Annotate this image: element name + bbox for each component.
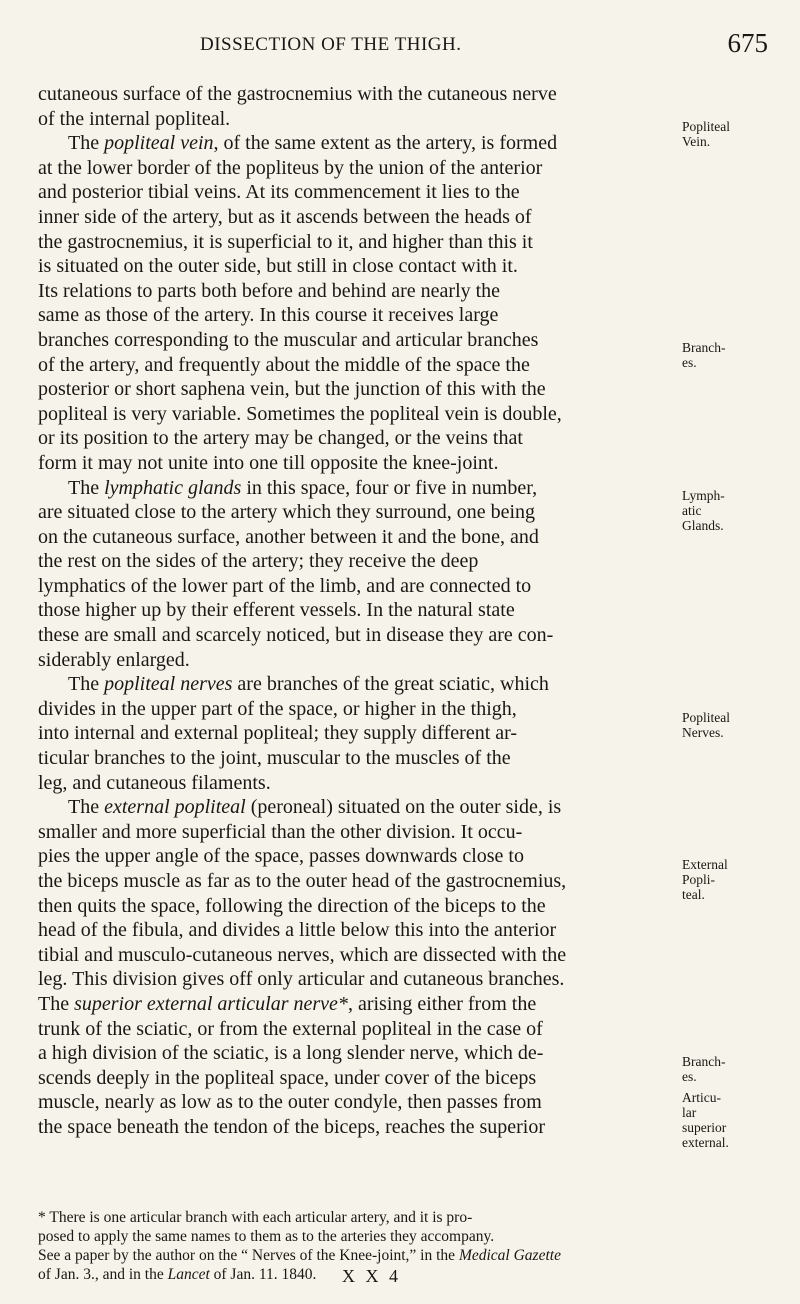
text-line: The superior external articular nerve*, arising either from the [38, 992, 537, 1015]
text-line: lymphatics of the lower part of the limb, and are connected to [38, 574, 532, 597]
text-line: same as those of the artery. In this course it receives large [38, 304, 499, 327]
page-number: 675 [727, 28, 768, 58]
text-line: The popliteal vein, of the same extent as the artery, is formed [68, 132, 558, 155]
text-line: the gastrocnemius, it is superficial to it, and higher than this it [38, 230, 533, 253]
margin-note-popliteal-nerves: Popliteal Nerves. [682, 710, 730, 740]
term-lymphatic-glands: lymphatic glands [104, 476, 242, 499]
term-popliteal-nerves: popliteal nerves [104, 673, 233, 696]
text-line: tibial and musculo-cutaneous nerves, which are dissected with the [38, 943, 567, 966]
text-line: smaller and more superficial than the other division. It occu- [38, 820, 523, 843]
signature-mark: X X 4 [342, 1266, 401, 1286]
footnote-line: See a paper by the author on the “ Nerves of the Knee-joint,” in the Medical Gazette [38, 1247, 561, 1264]
text-line: these are small and scarcely noticed, but in disease they are con- [38, 624, 554, 647]
text-line: leg, and cutaneous filaments. [38, 771, 271, 794]
text-line: those higher up by their efferent vessels. In the natural state [38, 599, 515, 622]
footnote [38, 1208, 768, 1284]
margin-note-articular: Articu- lar superior external. [682, 1090, 729, 1150]
text-line: into internal and external popliteal; they supply different ar- [38, 722, 518, 745]
text-line: scends deeply in the popliteal space, under cover of the biceps [38, 1066, 537, 1089]
margin-note-branches-2: Branch- es. [682, 1054, 726, 1084]
margin-note-branches: Branch- es. [682, 340, 726, 370]
text-line: is situated on the outer side, but still in close contact with it. [38, 255, 518, 278]
text-line: the biceps muscle as far as to the outer head of the gastrocnemius, [38, 870, 567, 892]
text-line: branches corresponding to the muscular and articular branches [38, 328, 539, 351]
text-line: leg. This division gives off only articular and cutaneous branches. [38, 968, 565, 991]
text-line: ticular branches to the joint, muscular to the muscles of the [38, 747, 511, 770]
term-popliteal-vein: popliteal vein [104, 132, 214, 155]
text-line: on the cutaneous surface, another between it and the bone, and [38, 525, 539, 548]
text-line: are situated close to the artery which they surround, one being [38, 501, 536, 524]
text-line: head of the fibula, and divides a little below this into the anterior [38, 919, 557, 942]
text-line: pies the upper angle of the space, passes downwards close to [38, 845, 524, 868]
body-text [38, 82, 678, 1140]
text-line: The lymphatic glands in this space, four or five in number, [68, 476, 538, 499]
term-external-popliteal: external popliteal [104, 796, 246, 819]
text-line: Its relations to parts both before and behind are nearly the [38, 279, 501, 302]
text-line: trunk of the sciatic, or from the external popliteal in the case of [38, 1017, 543, 1040]
text-line: muscle, nearly as low as to the outer condyle, then passes from [38, 1091, 542, 1114]
text-line: posterior or short saphena vein, but the junction of this with the [38, 378, 546, 401]
running-title: DISSECTION OF THE THIGH. [200, 34, 462, 55]
term-superior-external-articular: superior external articular nerve* [74, 992, 348, 1015]
footnote-line: posed to apply the same names to them as to the arteries they accompany. [38, 1228, 495, 1245]
running-header [40, 28, 768, 62]
text-line: cutaneous surface of the gastrocnemius with the cutaneous nerve [38, 83, 557, 105]
text-line: of the internal popliteal. [38, 107, 231, 130]
text-line: popliteal is very variable. Sometimes the popliteal vein is double, [38, 402, 562, 425]
margin-note-external-popliteal: External Popli- teal. [682, 857, 728, 902]
text-line: or its position to the artery may be changed, or the veins that [38, 427, 523, 450]
text-line: the space beneath the tendon of the biceps, reaches the superior [38, 1115, 546, 1138]
text-line: a high division of the sciatic, is a long slender nerve, which de- [38, 1042, 544, 1065]
text-line: inner side of the artery, but as it ascends between the heads of [38, 205, 532, 228]
margin-note-lymphatic-glands: Lymph- atic Glands. [682, 488, 725, 533]
text-line: the rest on the sides of the artery; they receive the deep [38, 550, 479, 573]
footnote-line: * There is one articular branch with each articular artery, and it is pro- [38, 1209, 473, 1226]
text-line: form it may not unite into one till opposite the knee-joint. [38, 451, 499, 474]
footnote-line: of Jan. 3., and in the Lancet of Jan. 11. 1840. [38, 1266, 317, 1283]
text-line: of the artery, and frequently about the middle of the space the [38, 353, 530, 376]
text-line: The popliteal nerves are branches of the great sciatic, which [68, 673, 549, 696]
text-line: at the lower border of the popliteus by the union of the anterior [38, 156, 543, 179]
text-line: and posterior tibial veins. At its commencement it lies to the [38, 181, 520, 204]
margin-note-popliteal-vein: Popliteal Vein. [682, 119, 730, 149]
text-line: then quits the space, following the direction of the biceps to the [38, 894, 546, 917]
text-line: divides in the upper part of the space, or higher in the thigh, [38, 697, 517, 720]
text-line: The external popliteal (peroneal) situated on the outer side, is [68, 796, 562, 819]
text-line: siderably enlarged. [38, 648, 190, 671]
